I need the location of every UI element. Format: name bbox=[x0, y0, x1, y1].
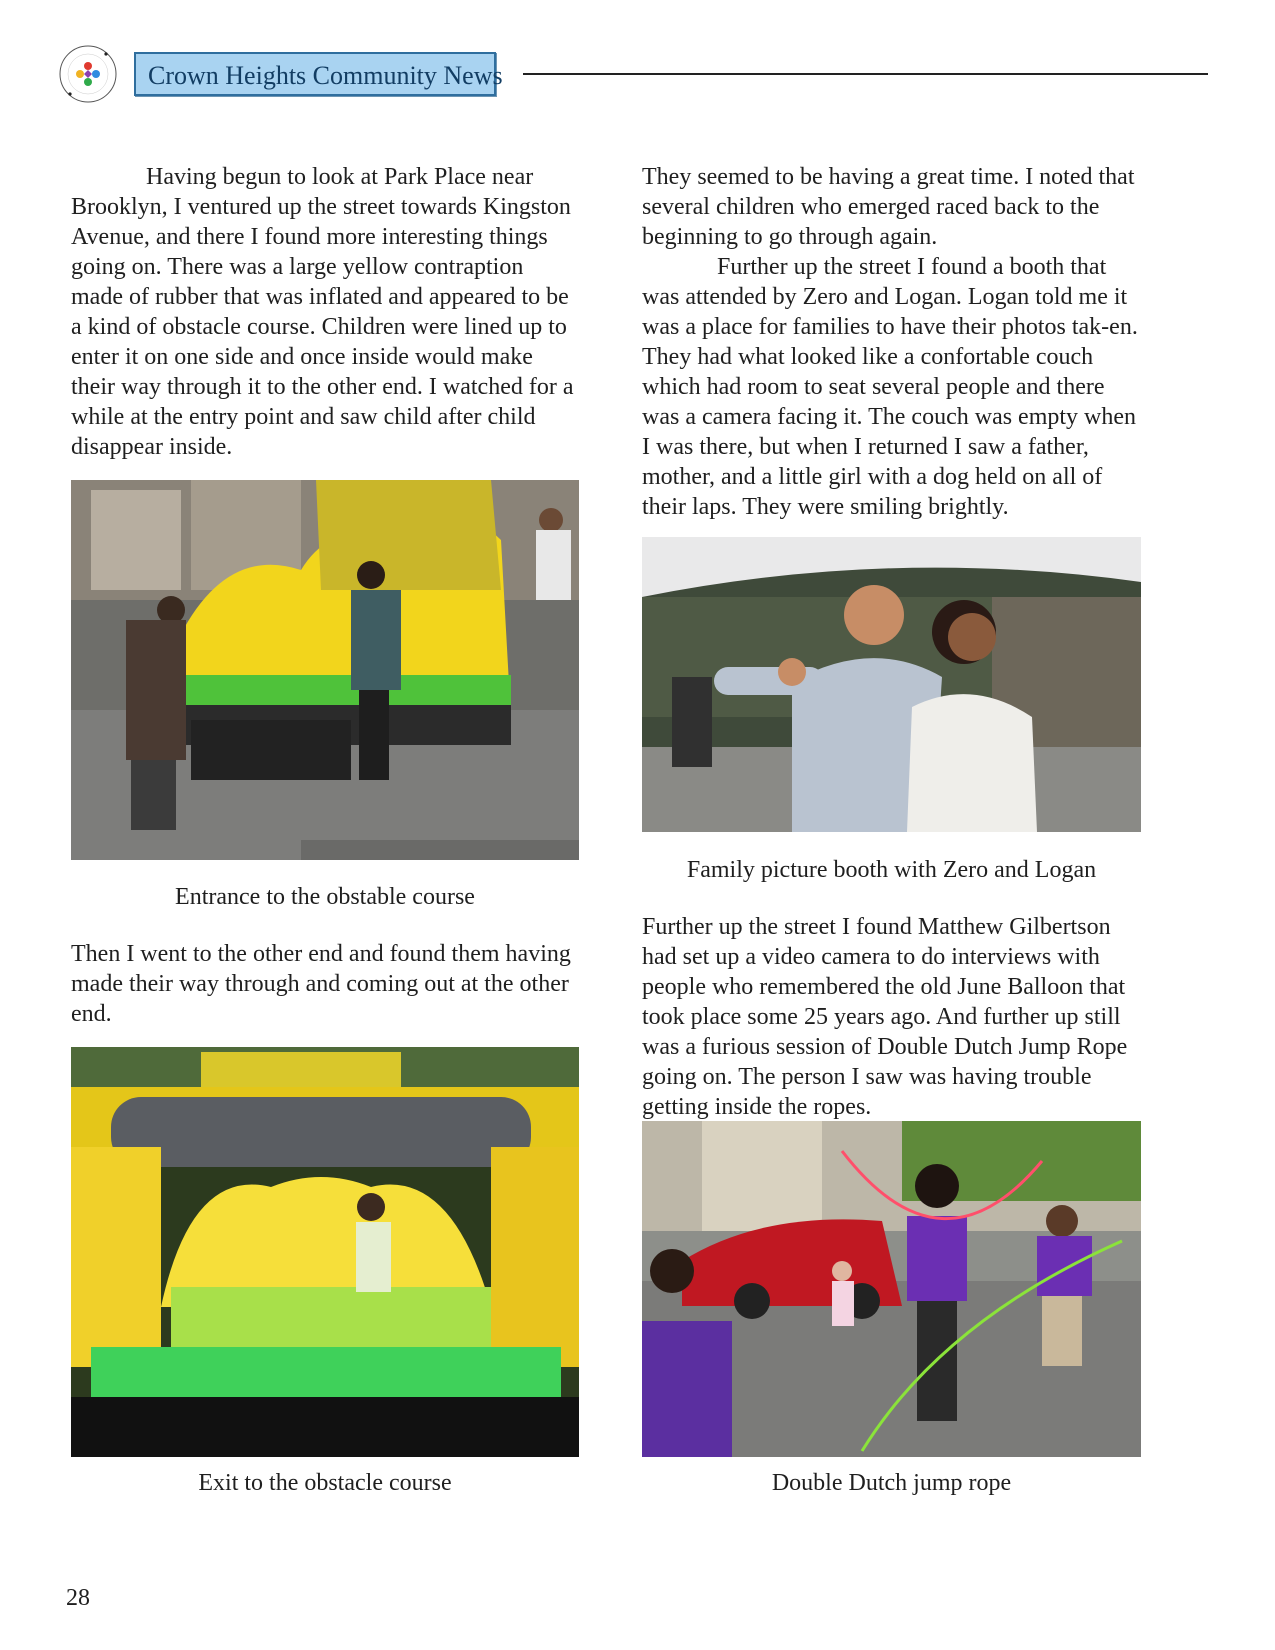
photo-obstacle-course-exit bbox=[71, 1047, 579, 1457]
right-column-text-1 bbox=[642, 162, 1147, 522]
page-number: 28 bbox=[66, 1585, 90, 1611]
right-column-text-2 bbox=[642, 912, 1147, 1122]
left-column-text-1 bbox=[71, 162, 576, 462]
caption-exit: Exit to the obstacle course bbox=[198, 1470, 452, 1496]
photo-obstacle-course-entrance bbox=[71, 480, 579, 860]
page-header bbox=[58, 44, 1208, 104]
paragraph: Then I went to the other end and found them having made their way through and coming out at the other end. bbox=[71, 941, 571, 1027]
newsletter-title-banner: Crown Heights Community News bbox=[134, 52, 496, 96]
paragraph: Having begun to look at Park Place near Brooklyn, I ventured up the street towards Kingston Avenue, and there I found more interesting things going on. There was a large yellow contraption made of rubber that was inflated and appeared to be a kind of obstacle course. Children were lined up to enter it on one side and once inside would make their way through it to the other end. I watched for a while at the entry point and saw child after child disappear inside. bbox=[71, 164, 574, 460]
caption-picture-booth: Family picture booth with Zero and Logan bbox=[686, 857, 1097, 883]
photo-family-picture-booth bbox=[642, 537, 1141, 832]
paragraph: Further up the street I found Matthew Gilbertson had set up a video camera to do interviews with people who remembered the old June Balloon that took place some 25 years ago. And further up still was a furious session of Double Dutch Jump Rope going on. The person I saw was having trouble getting inside the ropes. bbox=[642, 914, 1128, 1120]
paragraph: Further up the street I found a booth that was attended by Zero and Logan. Logan told me it was a place for families to have their photos tak-en. They had what looked like a confortable couch which had room to seat several people and there was a camera facing it. The couch was empty when I was there, but when I returned I saw a father, mother, and a little girl with a dog held on all of their laps. They were smiling brightly. bbox=[642, 254, 1138, 520]
header-rule bbox=[523, 73, 1208, 75]
left-column-text-2 bbox=[71, 939, 576, 1029]
caption-double-dutch: Double Dutch jump rope bbox=[771, 1470, 1012, 1496]
community-organization-logo bbox=[58, 44, 118, 104]
paragraph: They seemed to be having a great time. I noted that several children who emerged raced back to the beginning to go through again. bbox=[642, 164, 1135, 250]
caption-entrance: Entrance to the obstable course bbox=[175, 884, 475, 910]
photo-double-dutch bbox=[642, 1121, 1141, 1457]
